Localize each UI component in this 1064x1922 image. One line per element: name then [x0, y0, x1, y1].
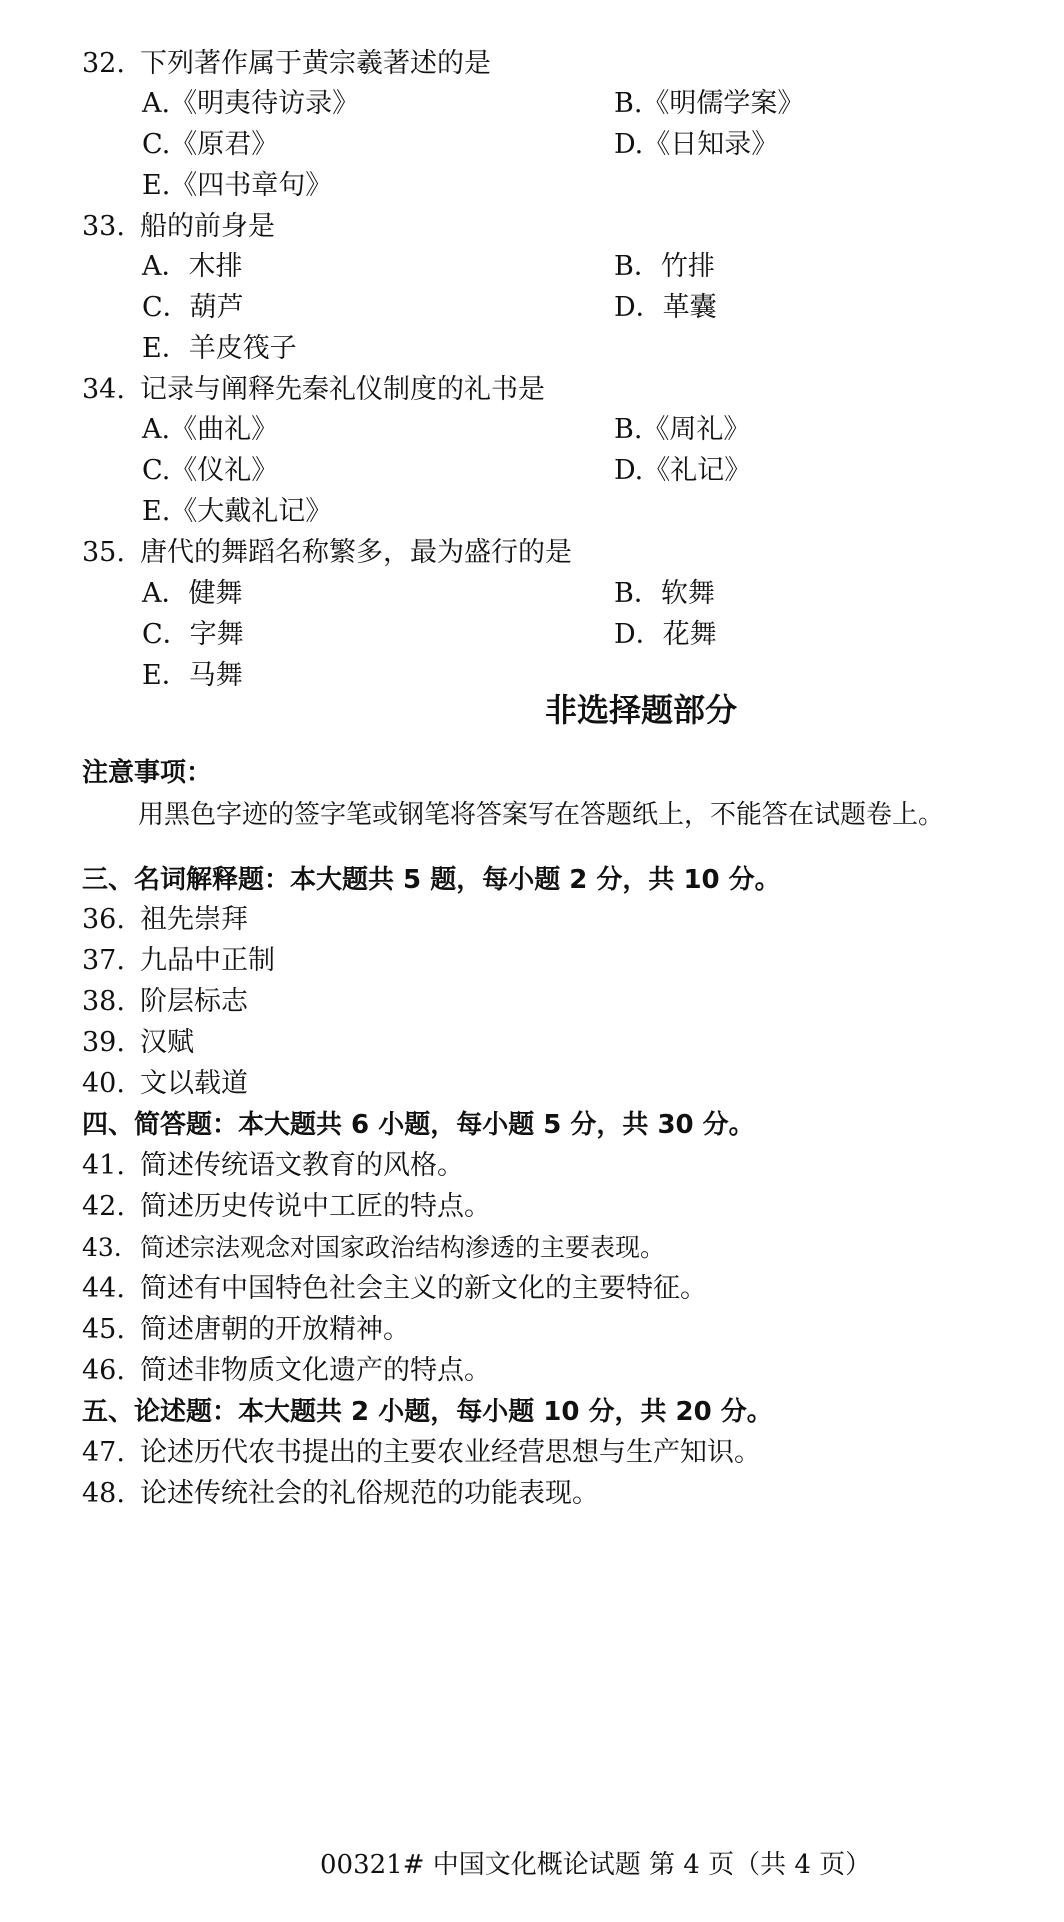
- page-footer: 00321# 中国文化概论试题 第 4 页（共 4 页）: [320, 1850, 872, 1880]
- option-c: C.《仪礼》: [142, 455, 279, 486]
- question-number: 46.: [82, 1355, 125, 1386]
- question-text: 汉赋: [140, 1027, 194, 1058]
- option-d: D．花舞: [614, 619, 717, 650]
- option-a: A.《明夷待访录》: [142, 88, 360, 119]
- question-43: [82, 1230, 665, 1266]
- option-c: C.《原君》: [142, 129, 279, 160]
- question-text: 船的前身是: [140, 211, 275, 242]
- question-33: [82, 209, 275, 245]
- question-text: 简述非物质文化遗产的特点。: [140, 1355, 491, 1386]
- question-47: [82, 1435, 761, 1471]
- question-text: 简述传统语文教育的风格。: [140, 1150, 464, 1181]
- question-number: 32.: [82, 48, 125, 79]
- question-text: 九品中正制: [140, 945, 275, 976]
- option-e: E.《大戴礼记》: [142, 496, 333, 527]
- section-heading-3: 三、名词解释题：本大题共 5 题，每小题 2 分，共 10 分。: [82, 865, 781, 895]
- option-e: E．马舞: [142, 660, 243, 691]
- option-a: A．木排: [142, 251, 243, 282]
- question-text: 简述历史传说中工匠的特点。: [140, 1191, 491, 1222]
- question-text: 唐代的舞蹈名称繁多，最为盛行的是: [140, 537, 572, 568]
- option-d: D.《日知录》: [614, 129, 779, 160]
- question-number: 47.: [82, 1437, 125, 1468]
- question-34: [82, 372, 545, 408]
- question-number: 39.: [82, 1027, 125, 1058]
- question-text: 论述历代农书提出的主要农业经营思想与生产知识。: [140, 1437, 761, 1468]
- question-number: 36.: [82, 904, 125, 935]
- question-32: [82, 46, 491, 82]
- question-number: 42.: [82, 1191, 125, 1222]
- option-a: A．健舞: [142, 578, 243, 609]
- question-number: 41.: [82, 1150, 125, 1181]
- question-number: 44.: [82, 1273, 125, 1304]
- question-41: [82, 1148, 464, 1184]
- section-heading-4: 四、简答题：本大题共 6 小题，每小题 5 分，共 30 分。: [82, 1110, 755, 1140]
- question-48: [82, 1476, 599, 1512]
- question-number: 40.: [82, 1068, 125, 1099]
- option-c: C．葫芦: [142, 292, 244, 323]
- question-number: 33.: [82, 211, 125, 242]
- option-d: D．革囊: [614, 292, 717, 323]
- question-number: 43.: [82, 1233, 122, 1262]
- question-text: 下列著作属于黄宗羲著述的是: [140, 48, 491, 79]
- question-42: [82, 1189, 491, 1225]
- option-b: B．竹排: [614, 251, 715, 282]
- question-35: [82, 535, 572, 571]
- question-40: [82, 1066, 248, 1102]
- question-39: [82, 1025, 194, 1061]
- question-number: 35.: [82, 537, 125, 568]
- question-text: 祖先崇拜: [140, 904, 248, 935]
- notice-body: 用黑色字迹的签字笔或钢笔将答案写在答题纸上，不能答在试题卷上。: [138, 800, 945, 830]
- question-text: 记录与阐释先秦礼仪制度的礼书是: [140, 374, 545, 405]
- option-b: B.《周礼》: [614, 414, 751, 445]
- question-text: 阶层标志: [140, 986, 248, 1017]
- option-d: D.《礼记》: [614, 455, 752, 486]
- option-b: B．软舞: [614, 578, 715, 609]
- question-text: 文以载道: [140, 1068, 248, 1099]
- question-38: [82, 984, 248, 1020]
- question-45: [82, 1312, 410, 1348]
- question-46: [82, 1353, 491, 1389]
- question-36: [82, 902, 248, 938]
- section-heading-5: 五、论述题：本大题共 2 小题，每小题 10 分，共 20 分。: [82, 1397, 773, 1427]
- question-number: 45.: [82, 1314, 125, 1345]
- question-text: 简述唐朝的开放精神。: [140, 1314, 410, 1345]
- question-text: 简述有中国特色社会主义的新文化的主要特征。: [140, 1273, 707, 1304]
- option-e: E.《四书章句》: [142, 170, 333, 201]
- part-title: 非选择题部分: [545, 691, 738, 729]
- option-c: C．字舞: [142, 619, 244, 650]
- question-number: 37.: [82, 945, 125, 976]
- question-text: 论述传统社会的礼俗规范的功能表现。: [140, 1478, 599, 1509]
- question-number: 48.: [82, 1478, 125, 1509]
- option-e: E．羊皮筏子: [142, 333, 297, 364]
- option-b: B.《明儒学案》: [614, 88, 805, 119]
- question-number: 38.: [82, 986, 125, 1017]
- question-44: [82, 1271, 707, 1307]
- option-a: A.《曲礼》: [142, 414, 279, 445]
- question-text: 简述宗法观念对国家政治结构渗透的主要表现。: [140, 1233, 666, 1262]
- question-number: 34.: [82, 374, 125, 405]
- notice-label: 注意事项：: [82, 758, 213, 788]
- question-37: [82, 943, 275, 979]
